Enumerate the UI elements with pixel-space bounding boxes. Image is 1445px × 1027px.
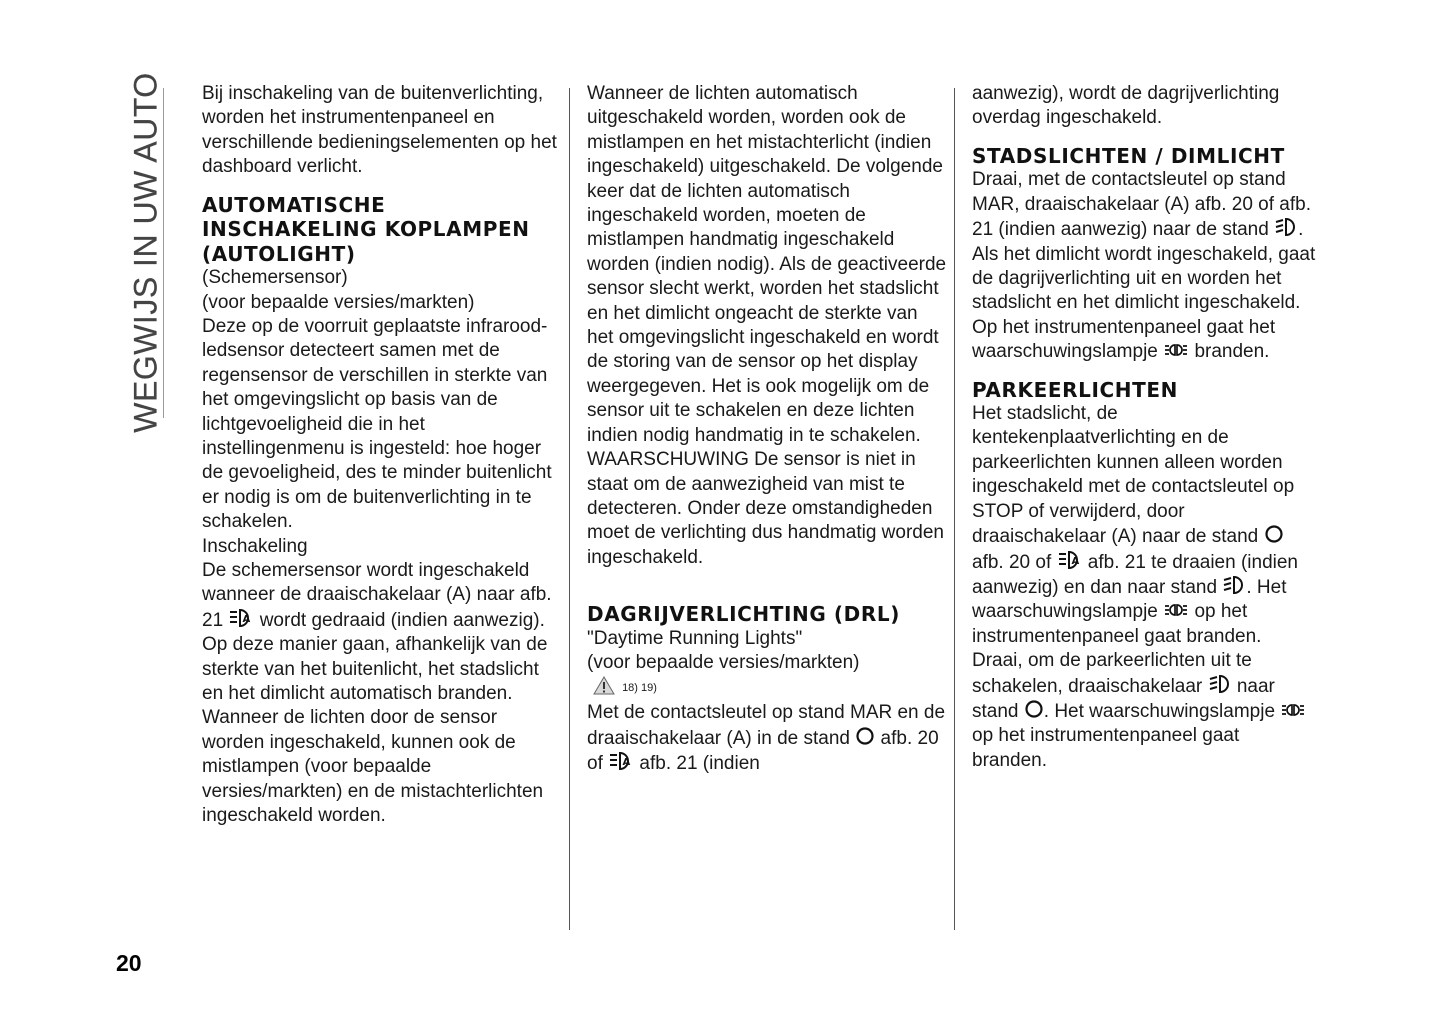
activation-text-b: wordt gedraaid (indien aanwezig). Op deze manier gaan, afhankelijk van de sterkte van het buitenlicht, het stadslicht en het dimlicht automatisch branden.	[202, 609, 548, 705]
drl-subheading: "Daytime Running Lights"	[587, 627, 803, 649]
parking-text-e: op het instrumentenpaneel gaat branden.	[972, 601, 1262, 647]
column-divider-2	[954, 88, 955, 930]
autolight-body: Deze op de voorruit geplaatste infrarood-ledsensor detecteert samen met de regensensor de verschillen in sterkte van het omgevingslicht op basis van de lichtgevoeligheid die in het instellingenmenu is ingesteld: hoe hoger de gevoeligheid, des te minder buitenlicht er nodig is om de buitenverlichting in te schakelen.	[202, 315, 552, 533]
autolight-subheading: (Schemersensor)	[202, 267, 348, 289]
parking-text-b: afb. 20 of	[972, 551, 1052, 573]
dipped-beam-icon	[1222, 575, 1246, 595]
side-light-warning-icon	[1280, 701, 1306, 719]
parking-off-text-a: Draai, om de parkeerlichten uit te schakelen, draaischakelaar	[972, 650, 1252, 697]
drl-paragraph	[587, 701, 947, 776]
parking-off-text-c: . Het waarschuwingslampje	[1043, 700, 1276, 722]
drl-text-c: afb. 21 (indien	[639, 753, 760, 775]
column-2	[587, 82, 947, 777]
fog-paragraph: Wanneer de lichten door de sensor worden ingeschakeld, kunnen ook de mistlampen (voor bepaalde versies/markten) en de mistachterlichten ingeschakeld worden.	[202, 707, 544, 827]
lamp-a-icon	[608, 751, 634, 771]
parking-text-d: . Het waarschuwingslampje	[972, 576, 1287, 623]
section-title	[126, 72, 166, 433]
parking-text-c: afb. 21 te draaien (indien aanwezig) en dan naar stand	[972, 551, 1299, 598]
activation-paragraph	[202, 559, 557, 706]
drl-text-b: afb. 20 of	[587, 727, 939, 775]
column-divider-1	[569, 88, 570, 930]
parking-text-a: Het stadslicht, de kentekenplaatverlichting en de parkeerlichten kunnen alleen worden ingeschakeld met de contactsleutel op STOP of verwijderd, door draaischakelaar (A) naar de stand	[972, 403, 1295, 548]
dipped-beam-icon	[1208, 674, 1232, 694]
warning-reference-numbers: 18) 19)	[622, 682, 657, 695]
column-1	[202, 82, 557, 828]
drl-continuation: aanwezig), wordt de dagrijverlichting overdag ingeschakeld.	[972, 83, 1280, 129]
circle-stop-icon	[1264, 524, 1284, 544]
dipped-text-b: . Als het dimlicht wordt ingeschakeld, gaat de dagrijverlichting uit en worden het stadslicht en het dimlicht ingeschakeld. Op het instrumentenpaneel gaat het waarschuwingslampje	[972, 219, 1316, 363]
dipped-text-c: branden.	[1194, 341, 1270, 363]
activation-subheading: Inschakeling	[202, 535, 308, 557]
dipped-text-a: Draai, met de contactsleutel op stand MAR, draaischakelaar (A) afb. 20 of afb. 21 (indien aanwezig) naar de stand	[972, 169, 1311, 241]
drl-heading: DAGRIJVERLICHTING (DRL)	[587, 602, 900, 627]
section-title-text: WEGWIJS IN UW AUTO	[127, 72, 164, 433]
section-divider	[163, 88, 164, 418]
parking-off-paragraph	[972, 649, 1317, 773]
sensor-paragraph: Wanneer de lichten automatisch uitgeschakeld worden, worden ook de mistlampen en het mistachterlicht (indien ingeschakeld) uitgeschakeld. De volgende keer dat de lichten automatisch ingeschakeld worden, moeten de mistlampen handmatig ingeschakeld worden (indien nodig). Als de geactiveerde sensor slecht werkt, worden het stadslicht en het dimlicht ongeacht de sterkte van het omgevingslicht ingeschakeld en wordt de storing van de sensor op het display weergegeven. Het is ook mogelijk om de sensor uit te schakelen en deze lichten indien nodig handmatig in te schakelen.	[587, 83, 947, 446]
intro-paragraph: Bij inschakeling van de buitenverlichting, worden het instrumentenpaneel en verschillende bedieningselementen op het dashboard verlicht.	[202, 83, 557, 178]
circle-stop-icon	[855, 726, 875, 746]
svg-text:A: A	[622, 757, 631, 769]
autolight-heading: AUTOMATISCHE INSCHAKELING KOPLAMPEN (AUTOLIGHT)	[202, 192, 530, 266]
autolight-versions: (voor bepaalde versies/markten)	[202, 291, 475, 313]
svg-text:A: A	[242, 613, 251, 625]
parking-off-text-b: naar stand	[972, 675, 1275, 722]
column-3	[972, 82, 1317, 773]
page-number: 20	[116, 950, 142, 976]
parking-off-text-d: op het instrumentenpaneel gaat branden.	[972, 725, 1240, 771]
side-light-warning-icon	[1163, 341, 1189, 359]
dipped-paragraph	[972, 168, 1317, 364]
drl-text-a: Met de contactsleutel op stand MAR en de draaischakelaar (A) in de stand	[587, 702, 946, 749]
lamp-a-icon	[1057, 550, 1083, 570]
svg-text:A: A	[1071, 555, 1079, 567]
parking-heading: PARKEERLICHTEN	[972, 377, 1178, 402]
side-light-warning-icon	[1163, 601, 1189, 619]
warning-triangle-icon	[593, 676, 615, 695]
parking-paragraph	[972, 402, 1317, 649]
activation-text-a: De schemersensor wordt ingeschakeld wanneer de draaischakelaar (A) naar afb. 21	[202, 560, 552, 631]
dipped-heading: STADSLICHTEN / DIMLICHT	[972, 143, 1285, 168]
lamp-a-icon	[228, 608, 254, 628]
circle-stop-icon	[1024, 699, 1044, 719]
drl-versions: (voor bepaalde versies/markten)	[587, 652, 860, 674]
dipped-beam-icon	[1274, 217, 1298, 237]
sensor-warning: WAARSCHUWING De sensor is niet in staat om de aanwezigheid van mist te detecteren. Onder deze omstandigheden moet de verlichting dus handmatig worden ingeschakeld.	[587, 449, 944, 568]
warning-references	[587, 675, 947, 701]
